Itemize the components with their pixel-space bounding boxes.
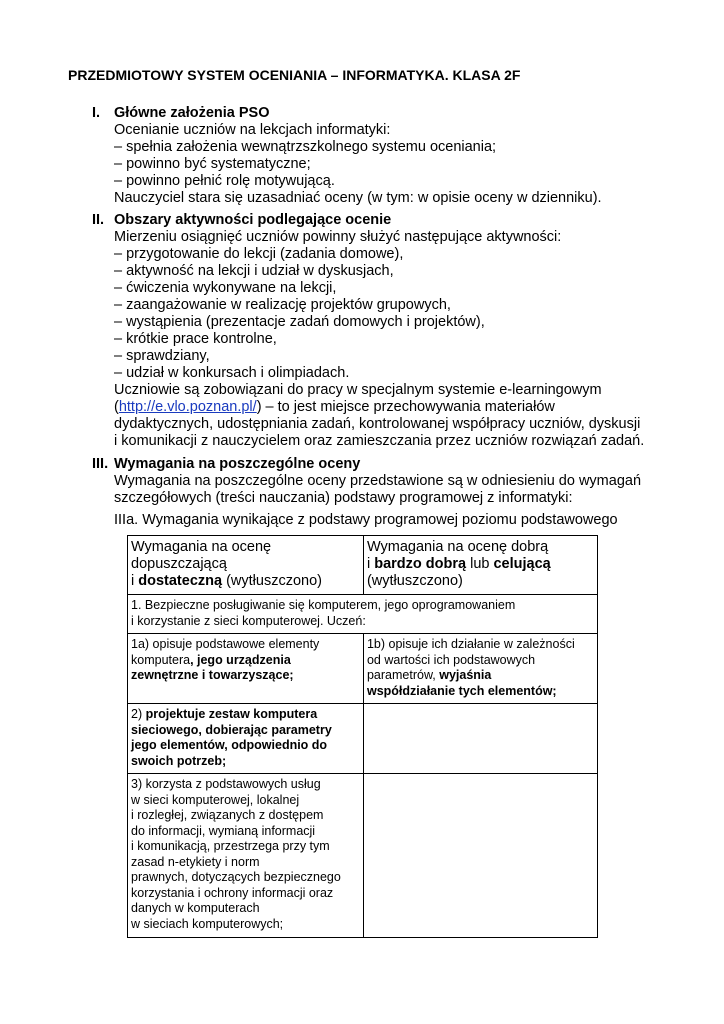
table-section-row [128, 595, 598, 634]
cell-line: od wartości ich podstawowych [366, 652, 536, 667]
page-title: PRZEDMIOTOWY SYSTEM OCENIANIA – INFORMATYKA. KLASA 2F [68, 67, 521, 83]
cell-text: parametrów, [366, 668, 440, 682]
text-line: – powinno pełnić rolę motywującą. [114, 173, 335, 189]
cell-text: (wytłuszczono) [222, 573, 322, 589]
cell-line: Wymagania na ocenę [131, 539, 272, 555]
cell-line: do informacji, wymianą informacji [131, 823, 316, 838]
cell-3 [128, 774, 364, 938]
section-heading: Wymagania na poszczególne oceny [114, 456, 361, 472]
cell-line: 1. Bezpieczne posługiwanie się komputerem, jego oprogramowaniem [131, 598, 516, 612]
table-row [128, 634, 598, 704]
cell-text-bold: wyjaśnia [439, 668, 492, 682]
section-number: III. [92, 456, 109, 472]
text-line: – krótkie prace kontrolne, [114, 331, 277, 347]
text-line: Nauczyciel stara się uzasadniać oceny (w tym: w opisie oceny w dzienniku). [114, 190, 602, 206]
cell-line: prawnych, dotyczących bezpiecznego [131, 870, 341, 884]
text-line: – powinno być systematyczne; [114, 156, 311, 172]
cell-line [367, 684, 593, 700]
table-row [128, 704, 598, 774]
cell-text-bold: bardzo dobrą [374, 556, 467, 572]
text-line: Mierzeniu osiągnięć uczniów powinny służyć następujące aktywności: [114, 229, 562, 245]
cell-line [131, 754, 359, 770]
text-line: szczegółowych (treści nauczania) podstawy programowej z informatyki: [114, 490, 573, 506]
text-line: – wystąpienia (prezentacje zadań domowych i projektów), [114, 314, 485, 330]
text-line: – przygotowanie do lekcji (zadania domowe), [114, 246, 404, 262]
cell-line: 3) korzysta z podstawowych usług [131, 777, 321, 791]
cell-text: 2) [131, 707, 146, 721]
cell-text-bold: współdziałanie tych elementów; [366, 683, 557, 698]
cell-line [131, 653, 359, 669]
cell-text-bold: celującą [493, 556, 551, 572]
section-heading: Obszary aktywności podlegające ocenie [114, 212, 392, 228]
cell-text: i [131, 573, 139, 589]
cell-line: zasad n-etykiety i norm [131, 854, 260, 869]
link-line [114, 399, 674, 416]
cell-line: i rozległej, związanych z dostępem [131, 808, 324, 822]
cell-text-bold: dostateczną [138, 573, 223, 589]
cell-line [131, 573, 359, 590]
cell-line: korzystania i ochrony informacji oraz [131, 885, 334, 900]
cell-line [131, 707, 359, 723]
cell-text-bold: , jego urządzenia [190, 652, 291, 667]
cell-text: i [366, 556, 375, 572]
cell-1a [128, 634, 364, 704]
table-row [128, 774, 598, 938]
cell-line: 1a) opisuje podstawowe elementy [131, 637, 320, 651]
cell-line: danych w komputerach [131, 901, 260, 915]
text-line: – ćwiczenia wykonywane na lekcji, [114, 280, 337, 296]
elearning-link[interactable]: http://e.vlo.poznan.pl/ [118, 399, 257, 415]
cell-line [367, 556, 593, 573]
cell-2-empty [363, 704, 597, 774]
text-line: dydaktycznych, udostępniania zadań, kontrolowanej współpracy uczniów, dyskusji [114, 416, 641, 432]
cell-3-empty [363, 774, 597, 938]
cell-line: (wytłuszczono) [366, 573, 463, 589]
text-line: – aktywność na lekcji i udział w dyskusjach, [114, 263, 394, 279]
cell-text: lub [466, 556, 494, 572]
text-line: Uczniowie są zobowiązani do pracy w specjalnym systemie e-learningowym [114, 382, 602, 398]
cell-text-bold: sieciowego, dobierając parametry [131, 722, 332, 737]
link-suffix: ) – to jest miejsce przechowywania materiałów [256, 399, 555, 415]
text-line: i komunikacji z nauczycielem oraz zamieszczania przez uczniów rozwiązań zadań. [114, 433, 645, 449]
cell-text-bold: jego elementów, odpowiednio do [131, 738, 328, 752]
text-line: – udział w konkursach i olimpiadach. [114, 365, 350, 381]
cell-text-bold: projektuje zestaw komputera [145, 707, 318, 721]
section-heading: Główne założenia PSO [114, 105, 270, 121]
text-line: Ocenianie uczniów na lekcjach informatyki: [114, 122, 391, 138]
cell-text-bold: swoich potrzeb; [131, 753, 227, 768]
cell-line [131, 738, 359, 754]
cell-line: Wymagania na ocenę dobrą [366, 539, 549, 555]
requirements-table [127, 535, 598, 938]
cell-2 [128, 704, 364, 774]
cell-line: 1b) opisuje ich działanie w zależności [366, 637, 575, 651]
cell-line: dopuszczającą [131, 556, 227, 572]
text-line: – sprawdziany, [114, 348, 210, 364]
section-cell [128, 595, 598, 634]
cell-line [367, 668, 593, 684]
header-cell-right [363, 536, 597, 595]
section-number: II. [92, 212, 105, 228]
section-number: I. [92, 105, 101, 121]
text-line: – spełnia założenia wewnątrzszkolnego systemu oceniania; [114, 139, 497, 155]
subsection-heading: IIIa. Wymagania wynikające z podstawy programowej poziomu podstawowego [114, 512, 618, 528]
cell-line [131, 723, 359, 739]
link-prefix: ( [114, 399, 119, 415]
cell-line [131, 668, 359, 684]
cell-1b [363, 634, 597, 704]
text-line: Wymagania na poszczególne oceny przedstawione są w odniesieniu do wymagań [114, 473, 642, 489]
cell-line: i korzystanie z sieci komputerowej. Uczeń: [131, 613, 366, 628]
cell-line: w sieciach komputerowych; [131, 916, 284, 931]
cell-text: komputera [131, 652, 191, 667]
text-line: – zaangażowanie w realizację projektów grupowych, [114, 297, 451, 313]
table-header-row [128, 536, 598, 595]
cell-line: i komunikacją, przestrzega przy tym [131, 839, 330, 853]
cell-text-bold: zewnętrzne i towarzyszące; [131, 668, 294, 682]
cell-line: w sieci komputerowej, lokalnej [131, 792, 300, 807]
header-cell-left [128, 536, 364, 595]
